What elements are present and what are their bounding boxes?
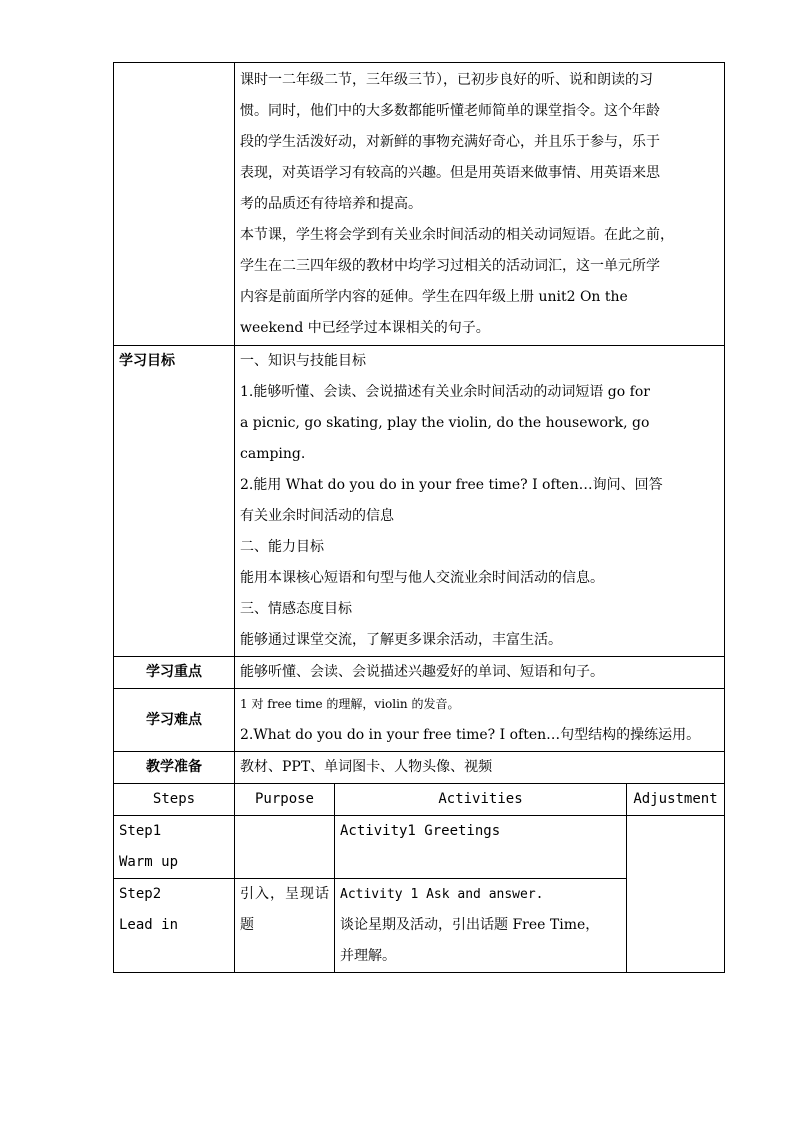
objective-line: 1.能够听懂、会读、会说描述有关业余时间活动的动词短语 go for [240,384,650,400]
objective-line: 能够通过课堂交流，了解更多课余活动，丰富生活。 [240,632,562,648]
step-cell [114,816,235,879]
key-points-text: 能够听懂、会读、会说描述兴趣爱好的单词、短语和句子。 [235,657,725,689]
text-line: 段的学生活泼好动，对新鲜的事物充满好奇心，并且乐于参与，乐于 [240,134,660,150]
objective-line: 一、知识与技能目标 [240,353,366,369]
preparation-text: 教材、PPT、单词图卡、人物头像、视频 [235,752,725,784]
header-activities: Activities [335,784,627,816]
header-steps: Steps [114,784,235,816]
step-row [114,816,725,879]
step-number: Step1 [119,823,162,839]
activity-detail-line: 并理解。 [340,948,396,964]
text-line: 学生在二三四年级的教材中均学习过相关的活动词汇，这一单元所学 [240,258,660,274]
lesson-plan-table [113,62,725,973]
text-line: 本节课，学生将会学到有关业余时间活动的相关动词短语。在此之前， [240,227,674,243]
preparation-label: 教学准备 [114,752,235,784]
difficulties-label: 学习难点 [114,689,235,752]
text-line: 内容是前面所学内容的延伸。学生在四年级上册 unit2 On the [240,289,628,305]
objectives-row [114,346,725,657]
key-points-label: 学习重点 [114,657,235,689]
purpose-cell [235,816,335,879]
difficulty-line-1: 1 对 free time 的理解，violin 的发音。 [240,697,460,711]
header-adjustment: Adjustment [627,784,725,816]
step-name: Lead in [119,917,179,933]
key-points-row [114,657,725,689]
objective-line: 有关业余时间活动的信息 [240,508,394,524]
difficulties-content [235,689,725,752]
activity-cell [335,816,627,879]
activity-title: Activity 1 Ask and answer. [340,887,544,902]
text-line: weekend 中已经学过本课相关的句子。 [240,320,490,336]
objective-line: 三、情感态度目标 [240,601,352,617]
learner-analysis-content [235,63,725,346]
objective-line: a picnic, go skating, play the violin, do the housework, go [240,415,650,431]
objective-line: 能用本课核心短语和句型与他人交流业余时间活动的信息。 [240,570,604,586]
step-number: Step2 [119,886,162,902]
text-line: 课时一二年级二节，三年级三节），已初步良好的听、说和朗读的习 [240,72,653,88]
adjustment-cell [627,816,725,973]
difficulty-line-2: 2.What do you do in your free time? I often…句型结构的操练运用。 [240,727,701,743]
activity-title: Activity1 Greetings [340,823,501,839]
steps-header-row [114,784,725,816]
objectives-label: 学习目标 [114,346,235,657]
objectives-content [235,346,725,657]
text-line: 惯。同时，他们中的大多数都能听懂老师简单的课堂指令。这个年龄 [240,103,660,119]
objective-line: camping. [240,446,306,462]
learner-analysis-row [114,63,725,346]
activity-detail-line: 谈论星期及活动，引出话题 Free Time， [340,917,600,933]
objective-line: 二、能力目标 [240,539,324,555]
objective-line: 2.能用 What do you do in your free time? I often…询问、回答 [240,477,663,493]
difficulties-row [114,689,725,752]
purpose-cell: 引入，呈现话题 [235,879,335,973]
header-purpose: Purpose [235,784,335,816]
step-name: Warm up [119,854,179,870]
learner-analysis-label-cell [114,63,235,346]
preparation-row [114,752,725,784]
step-cell [114,879,235,973]
activity-cell [335,879,627,973]
text-line: 考的品质还有待培养和提高。 [240,196,422,212]
text-line: 表现，对英语学习有较高的兴趣。但是用英语来做事情、用英语来思 [240,165,660,181]
